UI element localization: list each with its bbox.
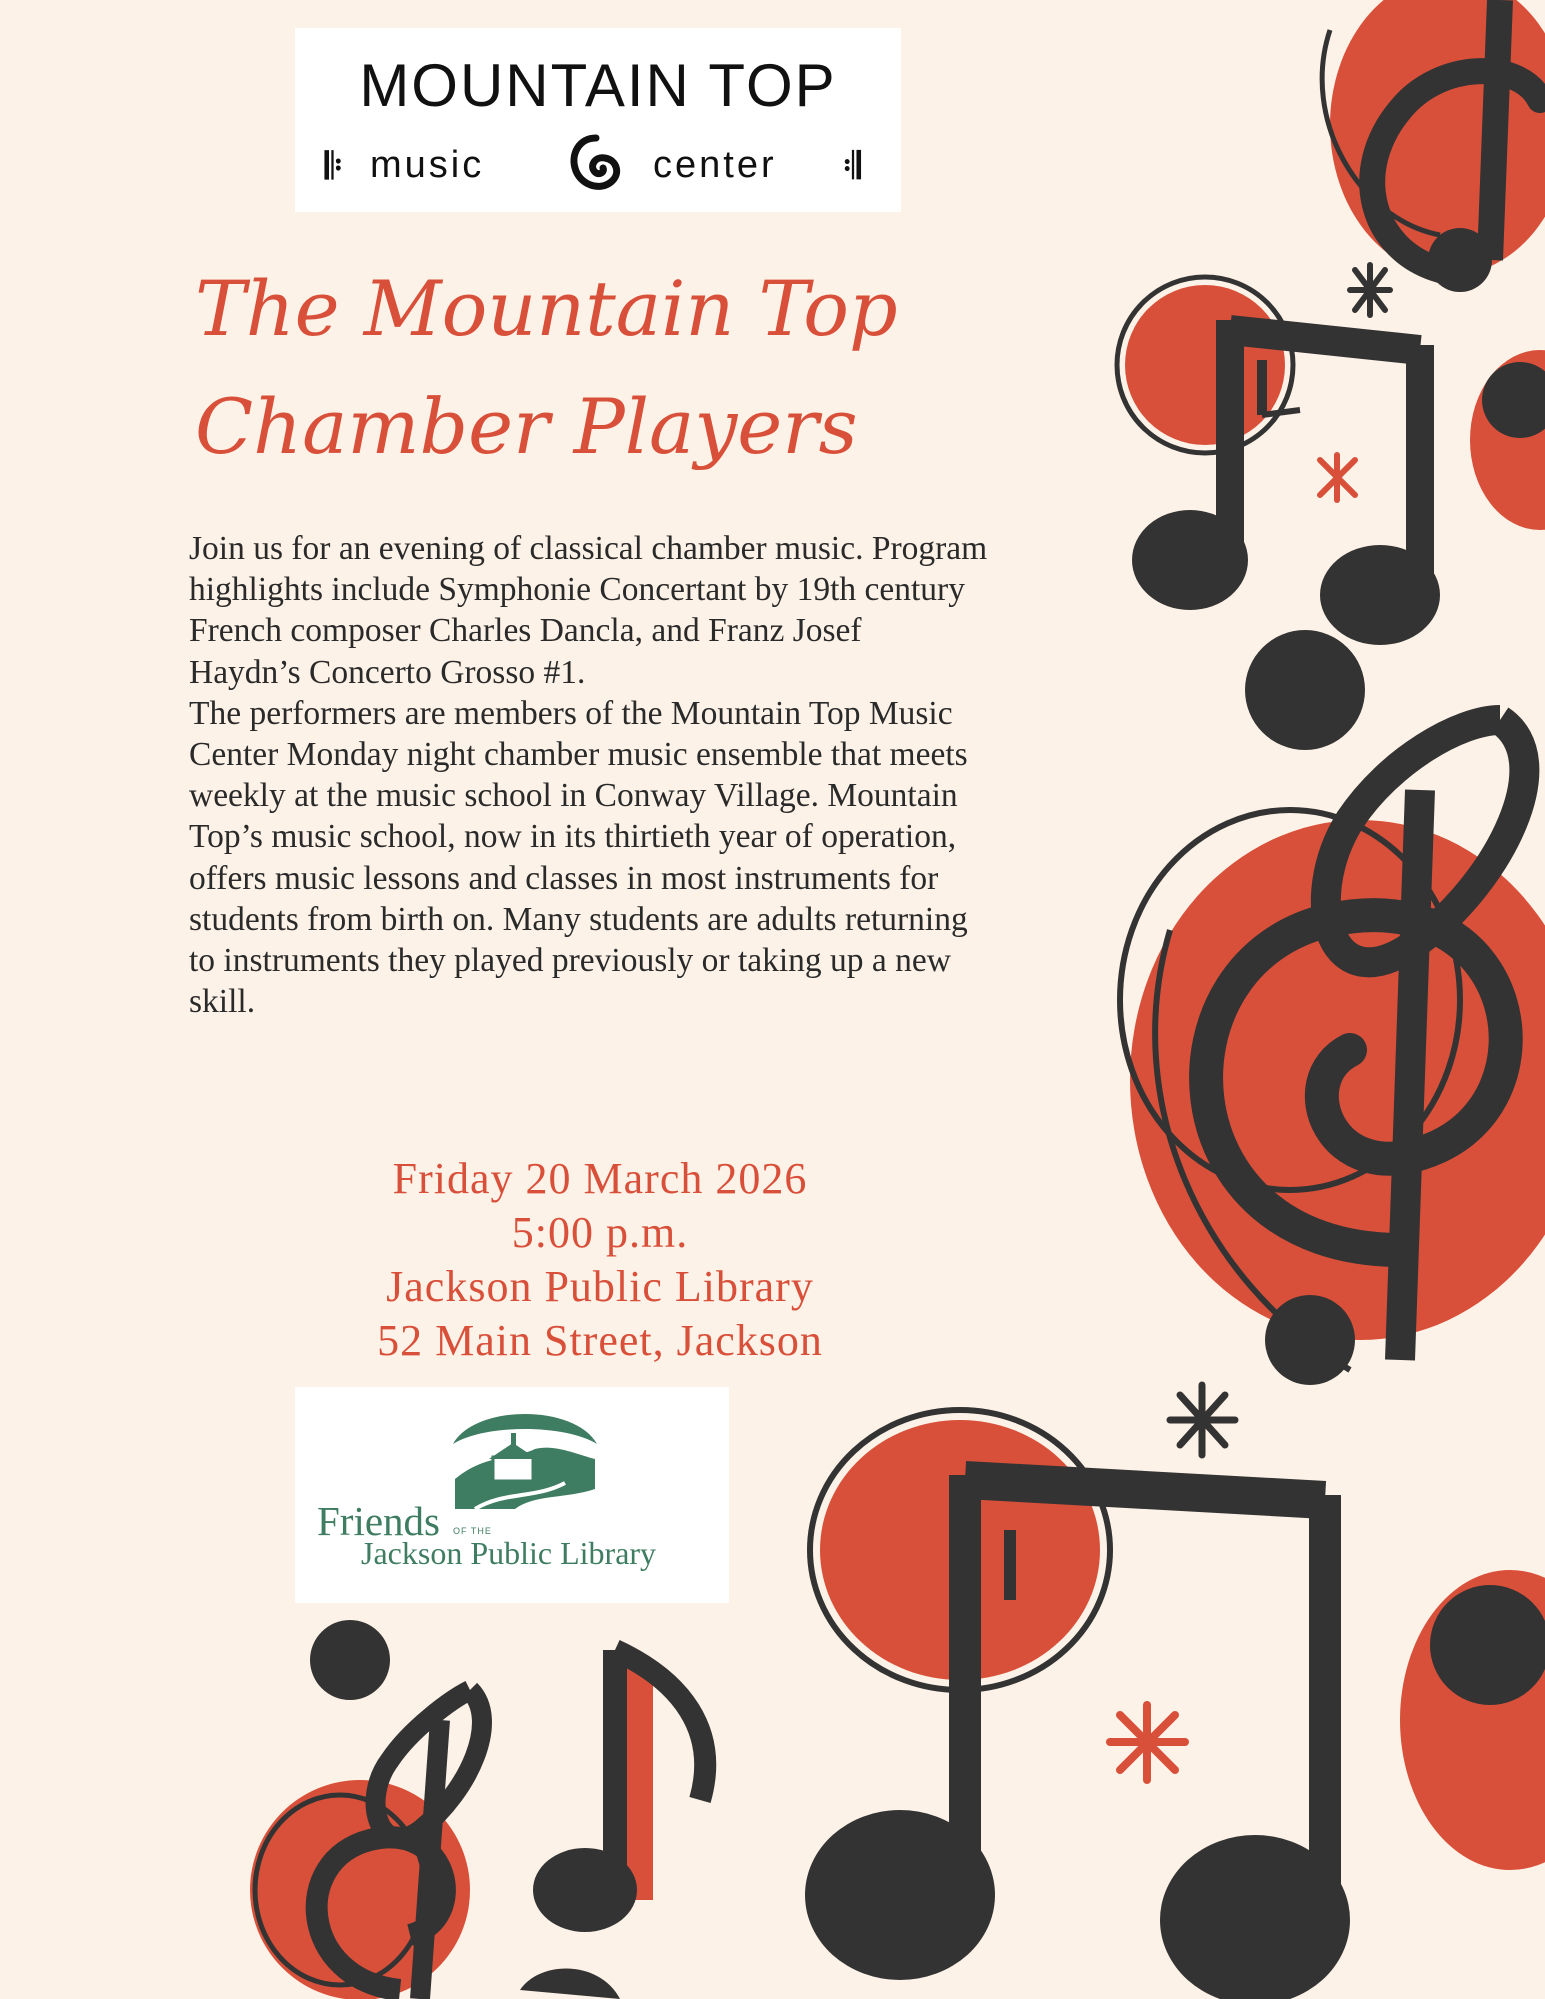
- beamed-notes-icon: [1117, 277, 1545, 750]
- body-line: The performers are members of the Mountain Top Music: [189, 694, 953, 732]
- event-details: [330, 1152, 870, 1368]
- treble-clef-icon: [1322, 0, 1545, 292]
- body-line: Haydn’s Concerto Grosso #1.: [189, 653, 586, 691]
- page-title: [195, 250, 1095, 486]
- body-line: Join us for an evening of classical chamber music. Program: [189, 530, 988, 567]
- event-venue: Jackson Public Library: [386, 1262, 814, 1311]
- library-landscape-icon: [445, 1399, 605, 1519]
- repeat-bar-end-icon: 𝄇: [843, 145, 861, 186]
- body-line: to instruments they played previously or taking up a new: [189, 942, 951, 980]
- friends-library-logo: [295, 1387, 729, 1603]
- body-line: weekly at the music school in Conway Village. Mountain: [189, 777, 958, 815]
- star-icon: [1170, 1385, 1235, 1455]
- body-line: Center Monday night chamber music ensemble that meets: [189, 736, 968, 774]
- event-address: 52 Main Street, Jackson: [377, 1316, 823, 1365]
- description-text: [189, 528, 1069, 1022]
- star-icon: [1350, 265, 1390, 315]
- mountain-top-logo: [295, 28, 901, 212]
- friends-library-name: Jackson Public Library: [361, 1535, 657, 1571]
- event-time: 5:00 p.m.: [511, 1208, 689, 1257]
- eighth-note-icon: [520, 1650, 705, 1999]
- body-line: French composer Charles Dancla, and Franz Josef: [189, 612, 862, 650]
- body-line: skill.: [189, 983, 256, 1021]
- body-line: Top’s music school, now in its thirtieth year of operation,: [189, 818, 957, 856]
- logo-name: MOUNTAIN TOP: [359, 52, 837, 119]
- star-icon: [1320, 455, 1355, 500]
- logo-left-word: music: [370, 144, 485, 186]
- body-line: offers music lessons and classes in most instruments for: [189, 859, 939, 897]
- treble-clef-icon: [1120, 720, 1545, 1385]
- title-line: The Mountain Top: [195, 264, 898, 353]
- friends-of-the: OF THE: [453, 1526, 492, 1536]
- friends-word: Friends: [317, 1498, 440, 1544]
- repeat-bar-icon: 𝄆: [325, 145, 343, 186]
- event-date: Friday 20 March 2026: [392, 1154, 808, 1203]
- beamed-notes-icon: [805, 1410, 1545, 1999]
- swirl-icon: [565, 134, 627, 196]
- treble-clef-icon: [250, 1620, 482, 1999]
- body-line: highlights include Symphonie Concertant by 19th century: [189, 571, 965, 609]
- title-line: Chamber Players: [195, 382, 858, 471]
- logo-right-word: center: [653, 144, 777, 186]
- star-icon: [1110, 1705, 1185, 1780]
- body-line: students from birth on. Many students are adults returning: [189, 900, 968, 938]
